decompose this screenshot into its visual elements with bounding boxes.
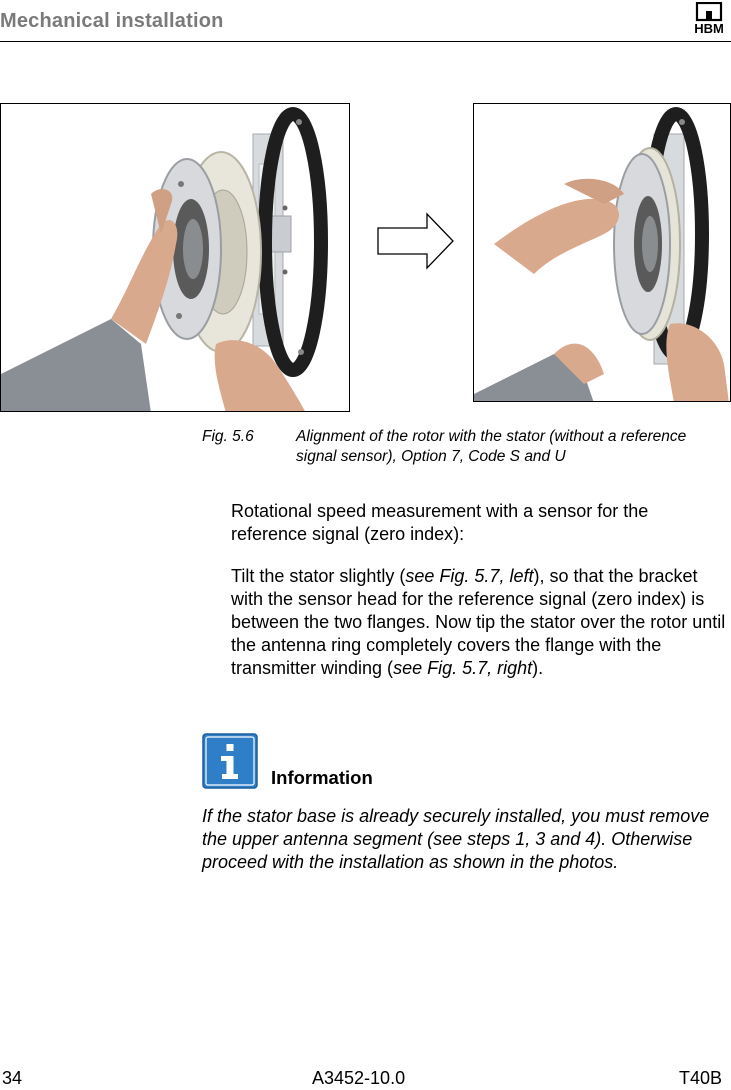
paragraph-rotational-speed: Rotational speed measurement with a sensor for the reference signal (zero index): (231, 501, 649, 544)
figure-caption-text: Alignment of the rotor with the stator (without a reference signal sensor), Option 7, Code S and U (296, 428, 687, 465)
information-text: If the stator base is already securely installed, you must remove the upper antenna segment (see steps 1, 3 and 4). Otherwise proceed with the installation as shown in the photos. (202, 806, 710, 872)
arrow-right-icon (377, 212, 455, 270)
hbm-logo (688, 2, 730, 36)
information-icon (202, 733, 258, 789)
paragraph-text-part-3: ). (532, 658, 544, 678)
footer-page-number: 34 (2, 1068, 23, 1088)
information-heading: Information (271, 767, 373, 788)
paragraph-text-part-2: ), so that the bracket with the sensor head for the reference signal (zero index) is between the two flanges. Now tip the stator over the rotor until the antenna ring completely covers the flange with the transmitter winding ( (231, 566, 726, 678)
hbm-logo-text: HBM (694, 21, 724, 36)
footer-document-number: A3452-10.0 (312, 1068, 406, 1088)
figure-number: Fig. 5.6 (202, 428, 254, 445)
paragraph-text-part-1: Tilt the stator slightly ( (231, 566, 406, 586)
footer-product-name: T40B (679, 1068, 723, 1088)
paragraph-tilt-stator (231, 565, 726, 680)
photo-rotor-before-alignment (0, 103, 350, 412)
header-divider (0, 41, 731, 42)
photo-rotor-aligned-with-stator (473, 103, 731, 402)
page-header-title: Mechanical installation (0, 10, 224, 32)
figure-reference-right: see Fig. 5.7, right (393, 658, 533, 678)
figure-reference-left: see Fig. 5.7, left (405, 566, 534, 586)
